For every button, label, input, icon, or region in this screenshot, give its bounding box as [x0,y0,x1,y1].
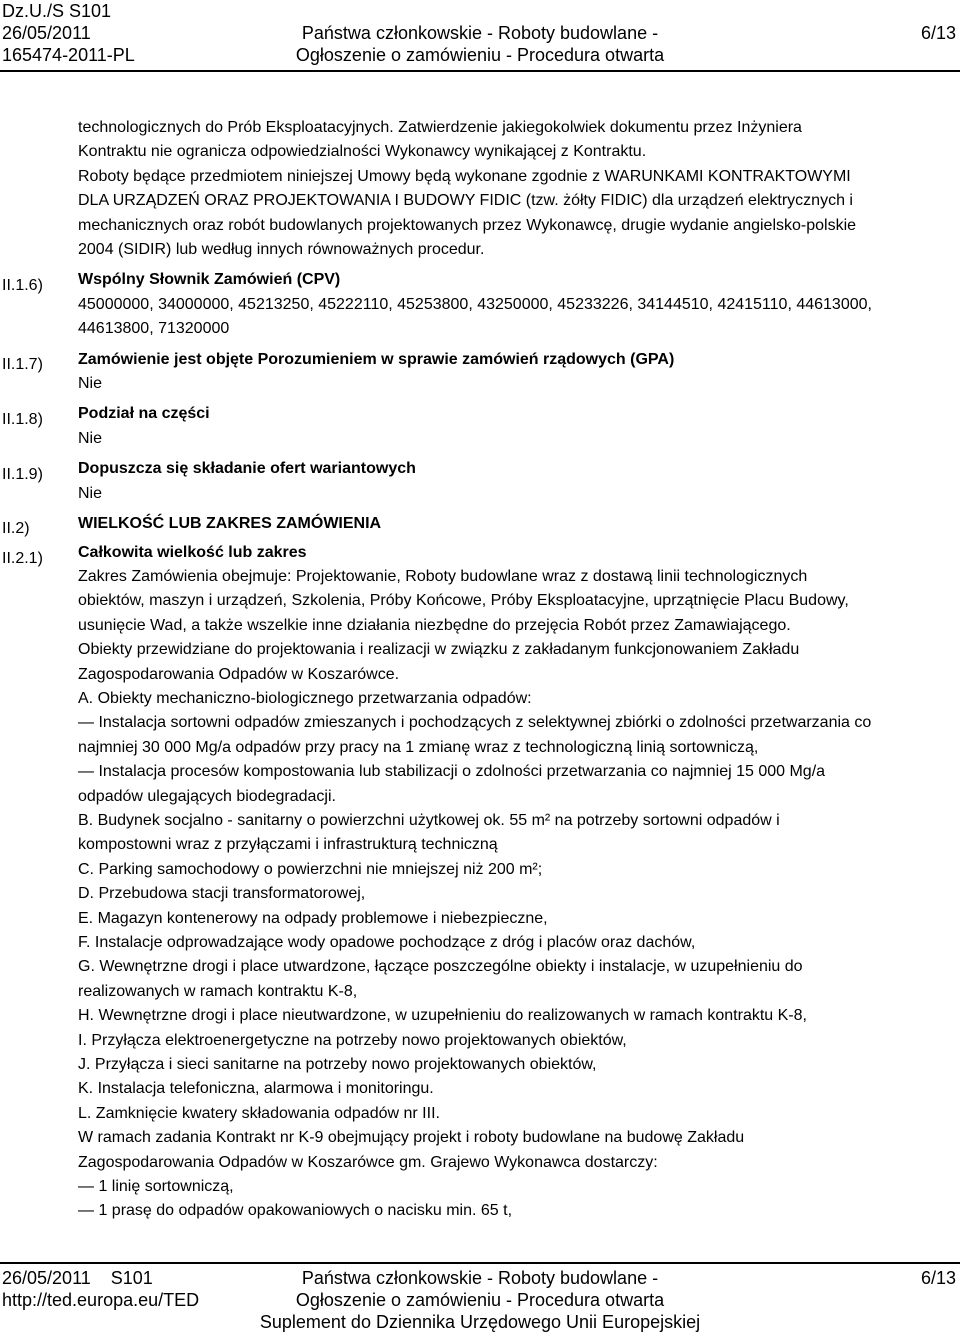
text-line: kompostowni wraz z przyłączami i infrastrukturą techniczną [78,836,498,854]
footer-divider [0,1262,960,1264]
text-line: technologicznych do Prób Eksploatacyjnych. Zatwierdzenie jakiegokolwiek dokumentu przez Inżyniera [78,119,802,136]
text-line: 2004 (SIDIR) lub według innych równoważnych procedur. [78,241,485,259]
cpv-codes: 44613800, 71320000 [78,320,230,338]
text-line: Kontraktu nie ogranicza odpowiedzialności Wykonawcy wynikającej z Kontraktu. [78,143,647,161]
text-line: realizowanych w ramach kontraktu K-8, [78,982,358,1000]
section-number: II.2.1) [2,550,43,567]
footer-supplement: Suplement do Dziennika Urzędowego Unii Europejskiej [259,1312,701,1332]
section-number: II.1.7) [2,356,43,373]
text-line: G. Wewnętrzne drogi i place utwardzone, łączące poszczególne obiekty i instalacje, w uzupełnieniu do [78,958,803,976]
total-scope-heading: Całkowita wielkość lub zakres [78,543,307,561]
text-line: D. Przebudowa stacji transformatorowej, [78,885,366,903]
text-line: mechanicznych oraz robót budowlanych projektowanych przez Wykonawcę, drugie wydanie angielsko-polskie [78,216,857,234]
text-line: — 1 prasę do odpadów opakowaniowych o nacisku min. 65 t, [78,1202,513,1220]
header-title-line2: Ogłoszenie o zamówieniu - Procedura otwarta [295,45,665,65]
intro-paragraph [78,116,958,262]
variants-heading: Dopuszcza się składanie ofert wariantowych [78,460,416,478]
section-number: II.1.9) [2,466,43,483]
header-title-line1: Państwa członkowskie - Roboty budowlane - [301,23,659,43]
text-line: usunięcie Wad, a także wszelkie inne działania niezbędne do przejęcia Robót przez Zamawiającego. [78,616,791,634]
text-line: — Instalacja sortowni odpadów zmieszanych i pochodzących z selektywnej zbiórki o zdolności przetwarzania co [78,714,872,732]
page-number: 6/13 [920,23,956,43]
page-header [0,0,960,70]
text-line: Zagospodarowania Odpadów w Koszarówce. [78,665,400,683]
footer-title-line1: Państwa członkowskie - Roboty budowlane - [301,1268,659,1288]
text-line: B. Budynek socjalno - sanitarny o powierzchni użytkowej ok. 55 m² na potrzeby sortowni odpadów i [78,811,780,829]
page-footer [0,1264,960,1334]
text-line: obiektów, maszyn i urządzeń, Szkolenia, Próby Końcowe, Próby Eksploatacyjne, uprzątnięcie Placu Budowy, [78,592,849,610]
text-line: A. Obiekty mechaniczno-biologicznego przetwarzania odpadów: [78,689,532,707]
cpv-heading: Wspólny Słownik Zamówień (CPV) [78,271,341,289]
section-number: II.1.8) [2,411,43,428]
text-line: — Instalacja procesów kompostowania lub stabilizacji o zdolności przetwarzania co najmniej 15 000 Mg/a [78,763,826,781]
variants-value: Nie [78,484,103,502]
text-line: E. Magazyn kontenerowy na odpady problemowe i niebezpieczne, [78,909,548,927]
header-divider [0,70,960,72]
text-line: W ramach zadania Kontrakt nr K-9 obejmujący projekt i roboty budowlane na budowę Zakładu [78,1129,745,1147]
journal-reference: Dz.U./S S101 [2,1,112,21]
text-line: K. Instalacja telefoniczna, alarmowa i monitoringu. [78,1080,434,1098]
text-line: Obiekty przewidziane do projektowania i realizacji w związku z zakładanym funkcjonowaniem Zakładu [78,641,800,659]
footer-title-line2: Ogłoszenie o zamówieniu - Procedura otwarta [295,1290,665,1310]
parts-heading: Podział na części [78,405,210,423]
text-line: H. Wewnętrzne drogi i place nieutwardzone, w uzupełnieniu do realizowanych w ramach kontraktu K-8, [78,1007,807,1025]
text-line: I. Przyłącza elektroenergetyczne na potrzeby nowo projektowanych obiektów, [78,1031,627,1049]
text-line: Zagospodarowania Odpadów w Koszarówce gm. Grajewo Wykonawca dostarczy: [78,1153,658,1171]
text-line: Roboty będące przedmiotem niniejszej Umowy będą wykonane zgodnie z WARUNKAMI KONTRAKTOWYMI [78,167,851,185]
text-line: L. Zamknięcie kwatery składowania odpadów nr III. [78,1104,440,1122]
gpa-value: Nie [78,375,103,393]
text-line: C. Parking samochodowy o powierzchni nie mniejszej niż 200 m²; [78,860,543,878]
text-line: F. Instalacje odprowadzające wody opadowe pochodzące z dróg i placów oraz dachów, [78,934,696,951]
section-number: II.1.6) [2,277,43,294]
footer-page-number: 6/13 [920,1268,956,1288]
text-line: — 1 linię sortowniczą, [78,1178,234,1196]
text-line: najmniej 30 000 Mg/a odpadów przy pracy na 1 zmianę wraz z technologiczną linią sortowniczą, [78,738,759,756]
text-line: J. Przyłącza i sieci sanitarne na potrzeby nowo projektowanych obiektów, [78,1056,597,1074]
footer-date-issue: 26/05/2011 S101 [2,1268,153,1288]
text-line: Zakres Zamówienia obejmuje: Projektowanie, Roboty budowlane wraz z dostawą linii technologicznych [78,567,808,585]
notice-number: 165474-2011-PL [2,45,135,65]
publication-date: 26/05/2011 [2,23,91,43]
scope-description [78,565,958,1224]
parts-value: Nie [78,429,103,447]
gpa-heading: Zamówienie jest objęte Porozumieniem w sprawie zamówień rządowych (GPA) [78,350,675,368]
footer-url: http://ted.europa.eu/TED [2,1290,200,1310]
notice-body [78,116,958,1224]
scope-section-heading: WIELKOŚĆ LUB ZAKRES ZAMÓWIENIA [78,515,382,533]
cpv-codes: 45000000, 34000000, 45213250, 45222110, 45253800, 43250000, 45233226, 34144510, 42415110, 44613000, [78,295,872,313]
text-line: DLA URZĄDZEŃ ORAZ PROJEKTOWANIA I BUDOWY FIDIC (tzw. żółty FIDIC) dla urządzeń elektrycznych i [78,192,853,210]
section-number: II.2) [2,520,30,537]
text-line: odpadów ulegających biodegradacji. [78,787,336,805]
